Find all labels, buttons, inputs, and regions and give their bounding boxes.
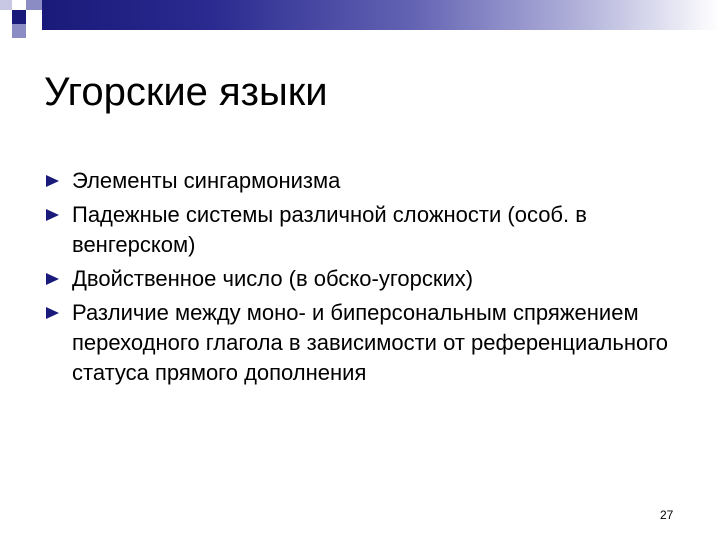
bullet-text: Падежные системы различной сложности (особ. в венгерском) xyxy=(72,202,587,257)
bullet-item xyxy=(44,200,674,260)
bullet-item xyxy=(44,298,674,388)
decor-square xyxy=(0,10,12,24)
bullet-triangle-icon xyxy=(46,209,59,221)
decor-square xyxy=(12,10,26,24)
bullet-text: Различие между моно- и биперсональным спряжением переходного глагола в зависимости от референциального статуса прямого дополнения xyxy=(72,300,669,385)
bullet-item xyxy=(44,264,674,294)
bullet-triangle-icon xyxy=(46,175,59,187)
decor-square xyxy=(26,24,42,38)
bullet-text: Элементы сингармонизма xyxy=(72,168,341,193)
decor-square xyxy=(26,10,42,24)
slide-title: Угорские языки xyxy=(44,70,328,114)
bullet-triangle-icon xyxy=(46,307,59,319)
decor-square xyxy=(12,0,26,10)
bullet-triangle-icon xyxy=(46,273,59,285)
bullet-list xyxy=(44,166,674,392)
header-gradient-bar xyxy=(42,0,720,30)
page-number: 27 xyxy=(660,508,674,522)
decor-square xyxy=(0,0,12,10)
bullet-text: Двойственное число (в обско-угорских) xyxy=(72,266,474,291)
decor-square xyxy=(26,0,42,10)
bullet-item xyxy=(44,166,674,196)
decor-square xyxy=(12,24,26,38)
